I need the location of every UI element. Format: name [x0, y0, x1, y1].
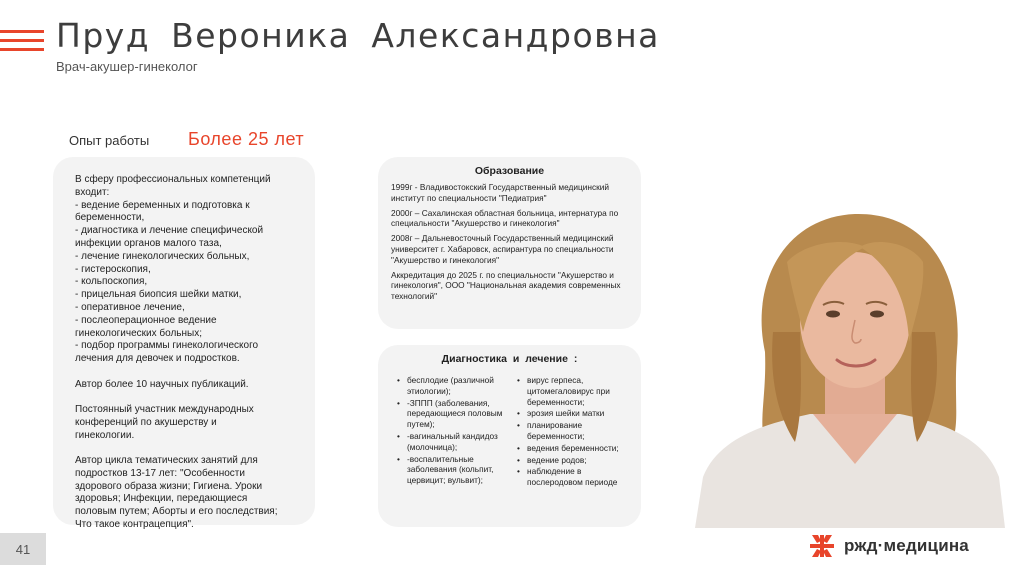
competence-card: [53, 157, 315, 530]
competence-line: Автор цикла тематических занятий для: [75, 454, 258, 466]
education-item: 2000г – Сахалинская областная больница, интернатура по специальности "Акушерство и гинекология": [391, 207, 619, 229]
diagnostics-list-left: [395, 375, 513, 487]
competence-line: входит:: [75, 186, 110, 198]
competence-line: - подбор программы гинекологического: [75, 340, 259, 352]
diagnostics-card: [378, 345, 641, 527]
competence-line: - гистероскопия,: [75, 263, 151, 275]
experience-value: Более 25 лет: [188, 129, 305, 149]
competence-line: половым путем; Аборты и его последствия;: [75, 506, 278, 518]
competence-paragraph: [75, 455, 303, 532]
competence-line: гинекологических больных;: [75, 327, 203, 339]
experience-label: Опыт работы: [69, 133, 150, 148]
diagnostics-item: • наблюдение в послеродовом периоде: [515, 466, 633, 488]
competence-paragraph: [75, 379, 303, 392]
education-list: [391, 182, 633, 306]
doctor-name: Пруд Вероника Александровна: [56, 16, 660, 55]
education-item: 1999г - Владивостокский Государственный медицинский институт по специальности "Педиатрия": [391, 182, 610, 203]
competence-line: беременности,: [75, 212, 145, 224]
competence-line: - кольпоскопия,: [75, 276, 148, 288]
diagnostics-item: • -вагинальный кандидоз (молочница);: [395, 431, 513, 453]
diagnostics-item: • ведение родов;: [515, 455, 633, 466]
competence-line: - послеоперационное ведение: [75, 314, 217, 326]
diagnostics-item: • ведения беременности;: [515, 443, 633, 454]
logo-text: ржд·медицина: [844, 536, 969, 555]
competence-line: В сферу профессиональных компетенций: [75, 174, 271, 185]
competence-line: гинекологии.: [75, 429, 135, 441]
competence-paragraph: [75, 174, 303, 366]
doctor-portrait-illustration: [695, 202, 1005, 528]
education-heading: Образование: [474, 165, 545, 177]
header-accent-bars: [0, 30, 44, 57]
diagnostics-item: • вирус герпеса, цитомегаловирус при беременности;: [515, 375, 633, 407]
diagnostics-item: • эрозия шейки матки: [515, 408, 633, 419]
competence-text: [75, 174, 303, 532]
diagnostics-item: • -воспалительные заболевания (кольпит, цервицит; вульвит);: [395, 454, 513, 486]
doctor-portrait-photo: [695, 202, 1005, 528]
competence-line: Постоянный участник международных: [75, 403, 254, 415]
diagnostics-item: • бесплодие (различной этиологии);: [395, 375, 513, 397]
education-item: Аккредитация до 2025 г. по специальности "Акушерство и гинекология", ООО "Национальная академия современных технологий": [391, 269, 621, 301]
competence-line: инфекции органов малого таза,: [75, 237, 222, 249]
diagnostics-heading: Диагностика и лечение :: [441, 353, 578, 365]
education-item: 2008г – Дальневосточный Государственный медицинский университет г. Хабаровск, аспирантура по специальности "Акушерство и гинекология": [391, 233, 614, 265]
diagnostics-item: • планирование беременности;: [515, 420, 633, 442]
rzd-medicine-logo: [808, 532, 969, 560]
competence-line: - оперативное лечение,: [75, 301, 185, 313]
page-number: 41: [0, 533, 46, 565]
competence-line: - ведение беременных и подготовка к: [75, 199, 250, 211]
doctor-title: Врач-акушер-гинеколог: [56, 59, 198, 74]
competence-line: Что такое контрацепция".: [75, 518, 194, 530]
rzd-medicine-logo-icon: [808, 533, 836, 559]
competence-line: - диагностика и лечение специфической: [75, 225, 264, 237]
competence-line: - лечение гинекологических больных,: [75, 250, 250, 262]
competence-line: лечения для девочек и подростков.: [75, 353, 240, 365]
education-card: [378, 157, 641, 329]
competence-paragraph: [75, 404, 303, 442]
competence-line: здорового образа жизни; Гигиена. Уроки: [75, 480, 263, 492]
competence-line: Автор более 10 научных публикаций.: [75, 378, 249, 390]
competence-line: подростков 13-17 лет: "Особенности: [75, 467, 245, 479]
competence-line: - прицельная биопсия шейки матки,: [75, 289, 242, 301]
diagnostics-item: • -ЗППП (заболевания, передающиеся половым путем);: [395, 398, 513, 430]
diagnostics-list-right: [515, 375, 633, 489]
competence-line: здоровья; Инфекции, передающиеся: [75, 493, 248, 505]
competence-line: конференций по акушерству и: [75, 416, 217, 428]
